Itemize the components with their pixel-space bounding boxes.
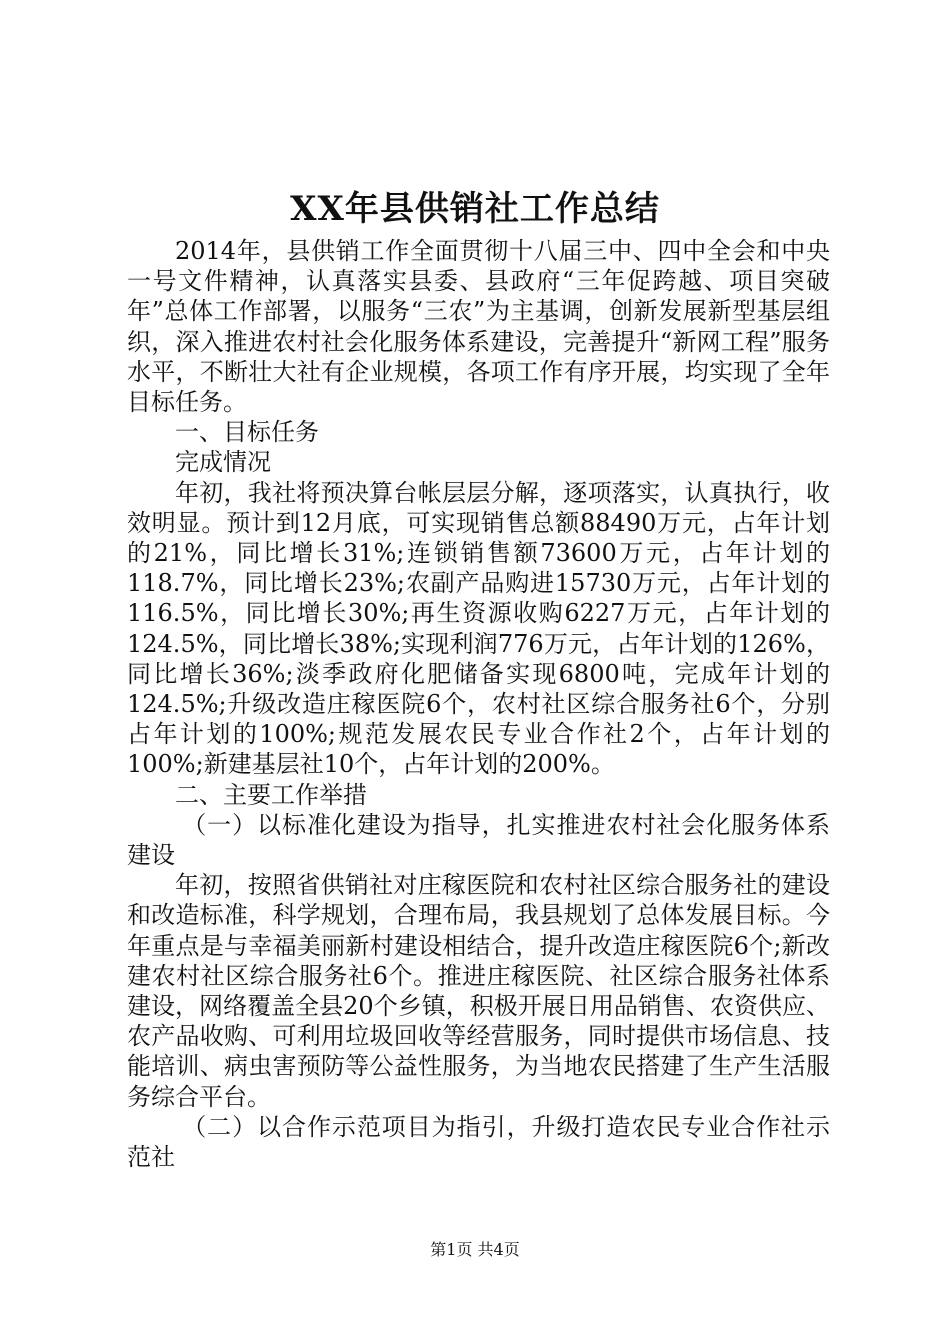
section-heading-measures: 二、主要工作举措 xyxy=(175,780,367,809)
completion-paragraph: 年初，我社将预决算台帐层层分解，逐项落实，认真执行，收效明显。预计到12月底，可实现销售总额88490万元，占年计划的21%，同比增长31%;连锁销售额73600万元，占年计划的118.7%，同比增长23%;农副产品购进15730万元，占年计划的116.5%，同比增长30%;再生资源收购6227万元，占年计划的124.5%，同比增长38%;实现利润776万元，占年计划的126%，同比增长36%;淡季政府化肥储备实现6800吨，完成年计划的124.5%;升级改造庄稼医院6个，农村社区综合服务社6个，分别占年计划的100%;规范发展农民专业合作社2个，占年计划的100%;新建基层社10个，占年计划的200%。 xyxy=(127,478,830,779)
intro-paragraph: 2014年，县供销工作全面贯彻十八届三中、四中全会和中央一号文件精神，认真落实县委、县政府“三年促跨越、项目突破年”总体工作部署，以服务“三农”为主基调，创新发展新型基层组织，深入推进农村社会化服务体系建设，完善提升“新网工程”服务水平，不断壮大社有企业规模，各项工作有序开展，均实现了全年目标任务。 xyxy=(127,237,830,417)
subheading-completion: 完成情况 xyxy=(175,448,271,477)
measures-paragraph-1: 年初，按照省供销社对庄稼医院和农村社区综合服务社的建设和改造标准，科学规划，合理布局，我县规划了总体发展目标。今年重点是与幸福美丽新村建设相结合，提升改造庄稼医院6个;新改建农村社区综合服务社6个。推进庄稼医院、社区综合服务社体系建设，网络覆盖全县20个乡镇，积极开展日用品销售、农资供应、农产品收购、可利用垃圾回收等经营服务，同时提供市场信息、技能培训、病虫害预防等公益性服务，为当地农民搭建了生产生活服务综合平台。 xyxy=(127,871,830,1111)
document-title: XX年县供销社工作总结 xyxy=(290,189,660,229)
page-footer: 第1页 共4页 xyxy=(430,1240,520,1259)
subsection-heading-2: （二）以合作示范项目为指引，升级打造农民专业合作社示范社 xyxy=(127,1112,830,1172)
section-heading-goals: 一、目标任务 xyxy=(175,418,319,447)
subsection-heading-1: （一）以标准化建设为指导，扎实推进农村社会化服务体系建设 xyxy=(127,810,830,870)
document-body xyxy=(127,236,830,1172)
